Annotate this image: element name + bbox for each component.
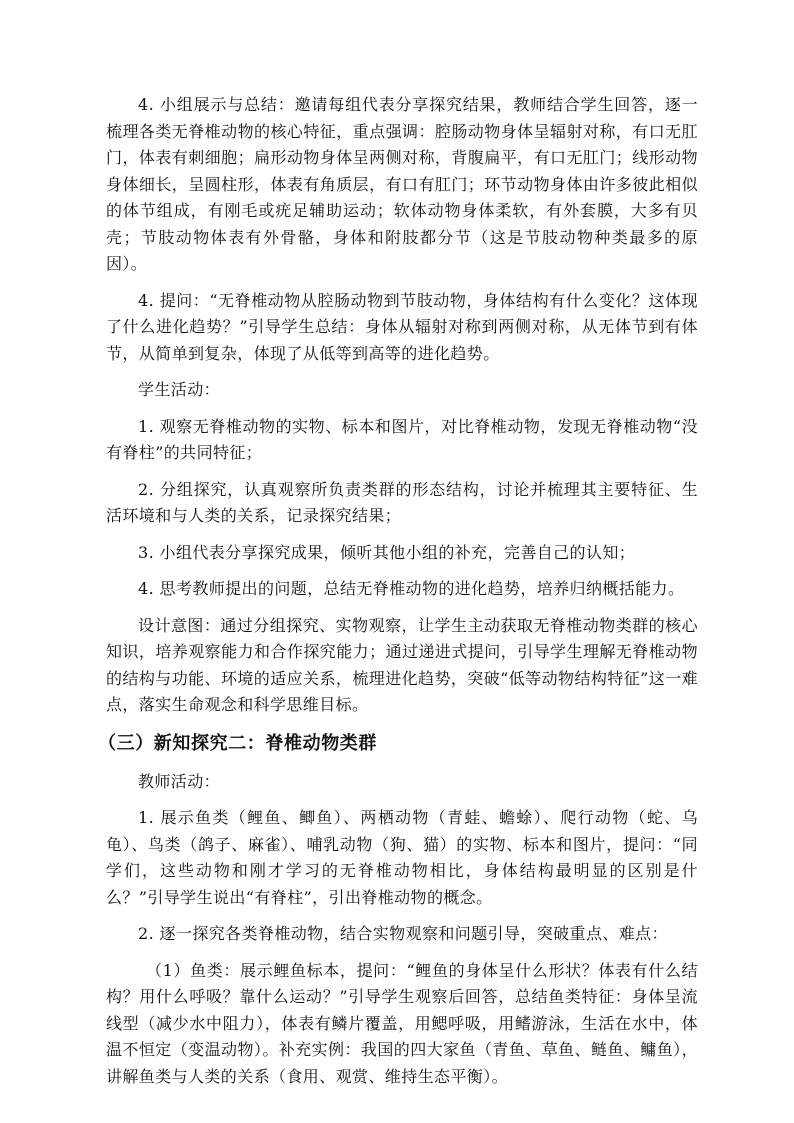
document-body xyxy=(98,92,698,1100)
paragraph-teacher-activity-2: 2. 逐一探究各类脊椎动物，结合实物观察和问题引导，突破重点、难点： xyxy=(138,924,668,943)
paragraph-student-activity-label: 学生活动： xyxy=(138,380,221,399)
paragraph-fish-section: （1）鱼类：展示鲤鱼标本，提问：“鲤鱼的身体呈什么形状？体表有什么结构？用什么呼吸？靠什么运动？”引导学生观察后回答，总结鱼类特征：身体呈流线型（减少水中阻力），体表有鳞片覆盖，用鳃呼吸，用鳍游泳，生活在水中，体温不恒定（变温动物）。补充实例：我国的四大家鱼（青鱼、草鱼、鲢鱼、鳙鱼），讲解鱼类与人类的关系（食用、观赏、维持生态平衡）。 xyxy=(106,960,698,1086)
paragraph-student-activity-4: 4. 思考教师提出的问题，总结无脊椎动物的进化趋势，培养归纳概括能力。 xyxy=(138,579,685,598)
paragraph-student-activity-3: 3. 小组代表分享探究成果，倾听其他小组的补充，完善自己的认知； xyxy=(138,542,636,562)
paragraph-student-activity-2: 2. 分组探究，认真观察所负责类群的形态结构，讨论并梳理其主要特征、生活环境和与人类的关系，记录探究结果； xyxy=(106,479,698,525)
paragraph-student-activity-1: 1. 观察无脊椎动物的实物、标本和图片，对比脊椎动物，发现无脊椎动物“没有脊柱”的共同特征； xyxy=(106,416,698,462)
section-heading: （三）新知探究二：脊椎动物类群 xyxy=(98,732,377,754)
paragraph-teacher-activity-label: 教师活动： xyxy=(138,771,221,791)
paragraph-teacher-activity-1: 1. 展示鱼类（鲤鱼、鲫鱼）、两栖动物（青蛙、蟾蜍）、爬行动物（蛇、乌龟）、鸟类（鸽子、麻雀）、哺乳动物（狗、猫）的实物、标本和图片，提问：“同学们，这些动物和刚才学习的无脊椎动物相比，身体结构最明显的区别是什么？”引导学生说出“有脊柱”，引出脊椎动物的概念。 xyxy=(106,808,698,907)
paragraph-design-intent: 设计意图：通过分组探究、实物观察，让学生主动获取无脊椎动物类群的核心知识，培养观察能力和合作探究能力；通过递进式提问，引导学生理解无脊椎动物的结构与功能、环境的适应关系，梳理进化趋势，突破“低等动物结构特征”这一难点，落实生命观念和科学思维目标。 xyxy=(106,615,698,714)
paragraph-evolution-question: 4. 提问：“无脊椎动物从腔肠动物到节肢动物，身体结构有什么变化？这体现了什么进化趋势？”引导学生总结：身体从辐射对称到两侧对称，从无体节到有体节，从简单到复杂，体现了从低等到高等的进化趋势。 xyxy=(106,290,698,363)
paragraph-group-summary: 4. 小组展示与总结：邀请每组代表分享探究结果，教师结合学生回答，逐一梳理各类无脊椎动物的核心特征，重点强调：腔肠动物身体呈辐射对称，有口无肛门，体表有刺细胞；扁形动物身体呈两侧对称，背腹扁平，有口无肛门；线形动物身体细长，呈圆柱形，体表有角质层，有口有肛门；环节动物身体由许多彼此相似的体节组成，有刚毛或疣足辅助运动；软体动物身体柔软，有外套膜，大多有贝壳；节肢动物体表有外骨骼，身体和附肢都分节（这是节肢动物种类最多的原因）。 xyxy=(106,95,698,273)
